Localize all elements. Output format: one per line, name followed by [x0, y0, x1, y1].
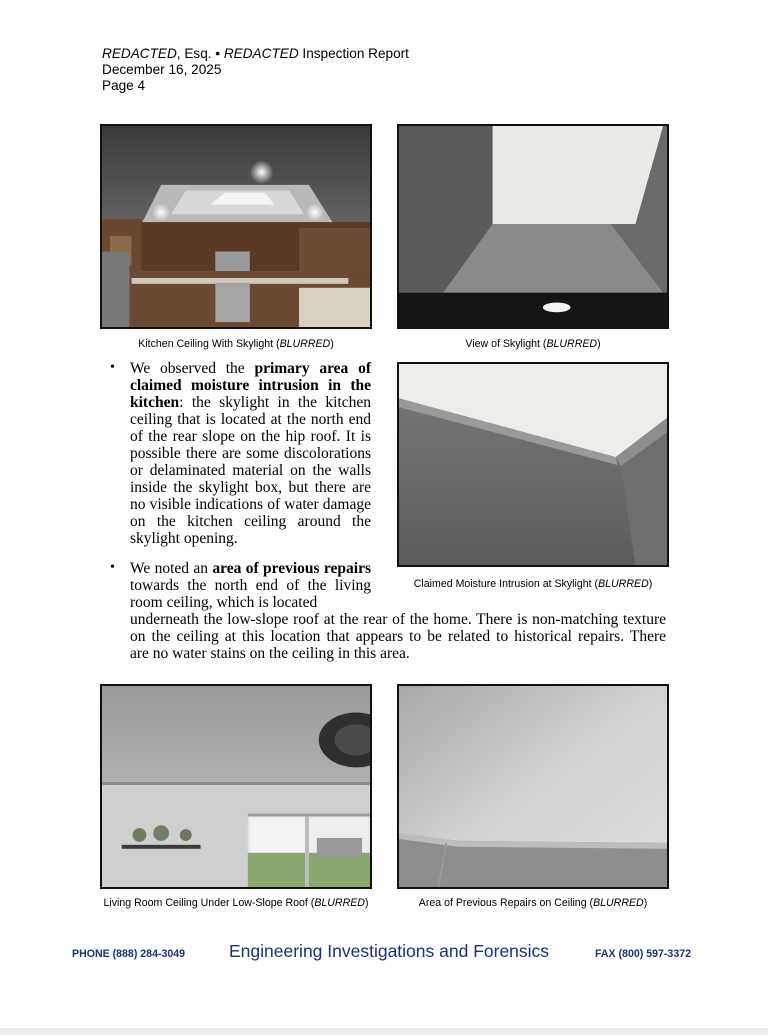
caption-living-room-ceiling: Living Room Ceiling Under Low-Slope Roof (BLURRED): [103, 897, 369, 909]
caption-skylight-view: View of Skylight (BLURRED): [465, 338, 601, 350]
photo-moisture-intrusion: [397, 362, 669, 567]
observation-previous-repairs-line: underneath the low-slope roof at the rear of the home. There is non-matching texture: [130, 611, 666, 628]
observation-previous-repairs: We noted an area of previous repairs towards the north end of the living room ceiling, which is located: [130, 560, 371, 611]
bullet-marker: •: [110, 560, 115, 575]
header-title: REDACTED, Esq. • REDACTED Inspection Report: [102, 46, 409, 61]
footer-company-title: Engineering Investigations and Forensics: [229, 941, 550, 961]
observation-previous-repairs-line: on the ceiling at this location that appears to be related to historical repairs. There: [130, 628, 666, 645]
bullet-marker: •: [110, 360, 115, 375]
photo-previous-repairs: [397, 684, 669, 889]
caption-previous-repairs: Area of Previous Repairs on Ceiling (BLURRED): [418, 897, 648, 909]
caption-kitchen-ceiling: Kitchen Ceiling With Skylight (BLURRED): [138, 338, 334, 350]
header-page: Page 4: [102, 78, 146, 93]
caption-moisture-intrusion: Claimed Moisture Intrusion at Skylight (BLURRED): [413, 578, 653, 590]
photo-kitchen-ceiling: [100, 124, 372, 329]
observation-kitchen-skylight: We observed the primary area of claimed moisture intrusion in the kitchen: the skylight in the kitchen ceiling that is located at the north end of the rear slope on the hip roof. It is possible there are some discolorations or delaminated material on the walls inside the skylight box, but there are no visible indications of water damage on the kitchen ceiling around the skylight opening.: [130, 360, 371, 547]
header-date: December 16, 2025: [102, 62, 222, 77]
page-footer: [0, 941, 768, 965]
footer-phone: PHONE (888) 284-3049: [72, 948, 186, 960]
photo-skylight-view: [397, 124, 669, 329]
footer-fax: FAX (800) 597-3372: [595, 948, 691, 960]
photo-living-room-ceiling: [100, 684, 372, 889]
observation-previous-repairs-line: are no water stains on the ceiling in this area.: [130, 645, 410, 662]
page-bottom-edge: [0, 1028, 768, 1035]
report-header: [102, 46, 409, 94]
